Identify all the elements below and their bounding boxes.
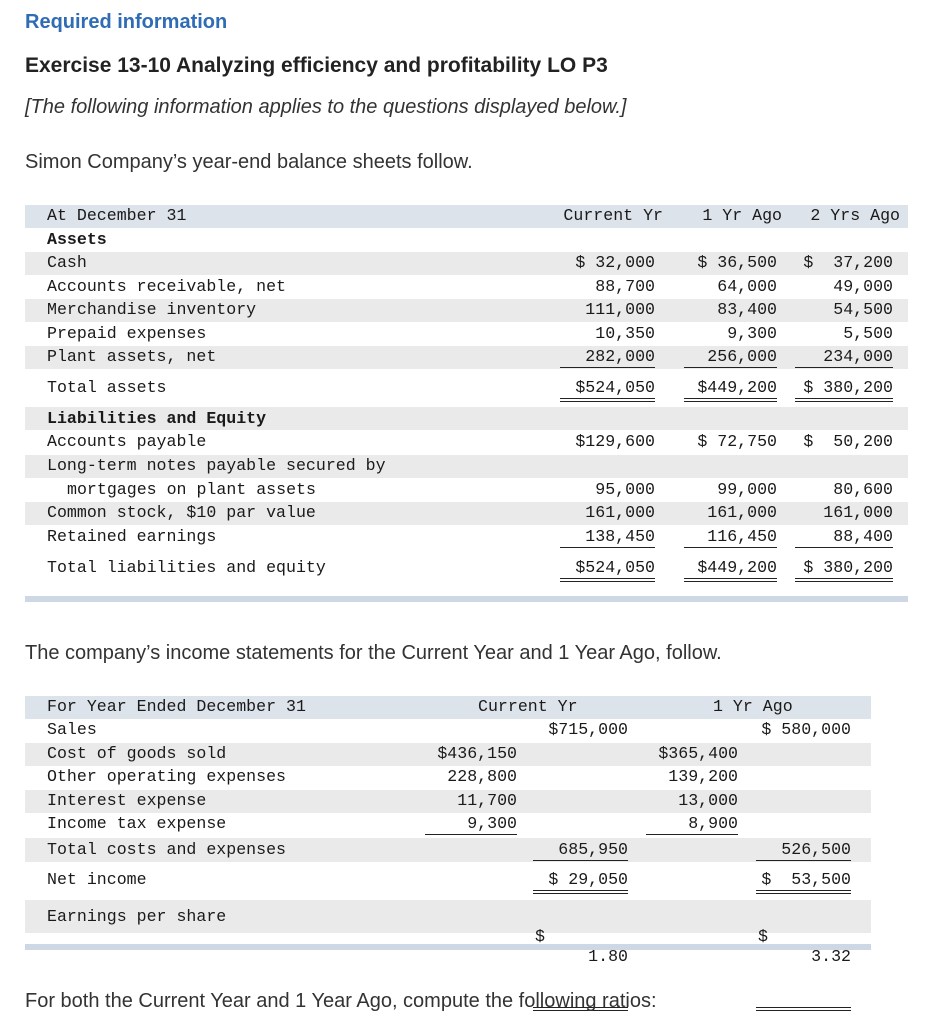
is-col-current: Current Yr — [478, 697, 578, 716]
info-note: [The following information applies to the questions displayed below.] — [25, 96, 627, 118]
table-cell: $ 36,500 — [697, 253, 777, 272]
table-cell: 116,450 — [684, 527, 777, 548]
table-cell: 139,200 — [668, 767, 738, 786]
eps-current-value: 1.80 — [588, 947, 628, 966]
table-cell: 80,600 — [833, 480, 893, 499]
income-statement-intro: The company’s income statements for the Current Year and 1 Year Ago, follow. — [25, 642, 722, 664]
table-cell: $524,050 — [560, 378, 655, 402]
table-row-label: Interest expense — [47, 791, 207, 810]
table-cell: $ 32,000 — [575, 253, 655, 272]
table-cell: 161,000 — [585, 503, 655, 522]
table-cell: 99,000 — [717, 480, 777, 499]
bs-col-1yr: 1 Yr Ago — [702, 206, 782, 225]
table-row-label: Earnings per share — [47, 907, 227, 926]
exercise-title: Exercise 13-10 Analyzing efficiency and profitability LO P3 — [25, 54, 608, 77]
table-row-label: Income tax expense — [47, 814, 227, 833]
table-cell: 161,000 — [823, 503, 893, 522]
table-cell: $ 380,200 — [795, 378, 893, 402]
table-cell: 5,500 — [843, 324, 893, 343]
table-cell: $365,400 — [658, 744, 738, 763]
table-cell: $436,150 — [437, 744, 517, 763]
bs-col-2yr: 2 Yrs Ago — [810, 206, 900, 225]
table-row-label: Merchandise inventory — [47, 300, 257, 319]
table-row-label: Other operating expenses — [47, 767, 286, 786]
table-cell: 83,400 — [717, 300, 777, 319]
table-row-label: Total assets — [47, 378, 167, 397]
assets-heading: Assets — [47, 230, 107, 249]
table-row-label: Net income — [47, 870, 147, 889]
table-cell: 282,000 — [560, 347, 655, 368]
table-cell: $715,000 — [548, 720, 628, 739]
table-row-label: Long-term notes payable secured by — [47, 456, 386, 475]
table-cell: 111,000 — [585, 300, 655, 319]
eps-1yr-value: 3.32 — [811, 947, 851, 966]
table-cell: 8,900 — [646, 814, 738, 835]
table-cell: $524,050 — [560, 558, 655, 582]
eps-1yr-sign: $ — [758, 927, 768, 946]
table-cell: $ 37,200 — [803, 253, 893, 272]
table-row-label: Prepaid expenses — [47, 324, 207, 343]
table-cell: 526,500 — [756, 840, 851, 861]
table-cell: 13,000 — [678, 791, 738, 810]
table-cell: 64,000 — [717, 277, 777, 296]
table-cell: 228,800 — [447, 767, 517, 786]
bs-col-label: At December 31 — [47, 206, 187, 225]
table-cell: $ 50,200 — [803, 432, 893, 451]
table-cell: $ 72,750 — [697, 432, 777, 451]
table-cell: $ 580,000 — [761, 720, 851, 739]
table-cell: 9,300 — [425, 814, 517, 835]
table-cell: 234,000 — [795, 347, 893, 368]
table-row-label: mortgages on plant assets — [67, 480, 316, 499]
table-row-label: Cash — [47, 253, 87, 272]
table-row-label: Common stock, $10 par value — [47, 503, 316, 522]
balance-sheet-intro: Simon Company’s year-end balance sheets follow. — [25, 151, 473, 173]
table-cell: 138,450 — [560, 527, 655, 548]
table-cell: 256,000 — [684, 347, 777, 368]
table-cell: 11,700 — [457, 791, 517, 810]
eps-current-sign: $ — [535, 927, 545, 946]
table-cell: $ 53,500 — [756, 870, 851, 894]
table-row-label: Cost of goods sold — [47, 744, 227, 763]
ratios-intro: For both the Current Year and 1 Year Ago, compute the following ratios: — [25, 990, 657, 1012]
table-cell: 95,000 — [595, 480, 655, 499]
table-cell: $129,600 — [575, 432, 655, 451]
table-cell: 49,000 — [833, 277, 893, 296]
table-cell: 54,500 — [833, 300, 893, 319]
eps-1yr-cell — [756, 907, 851, 1011]
liabilities-heading: Liabilities and Equity — [47, 409, 267, 428]
table-row-label: Sales — [47, 720, 97, 739]
table-row-label: Total liabilities and equity — [47, 558, 326, 577]
table-row-label: Accounts payable — [47, 432, 207, 451]
table-cell: $449,200 — [684, 378, 777, 402]
table-row-label: Retained earnings — [47, 527, 217, 546]
table-cell: $ 380,200 — [795, 558, 893, 582]
table-cell: 88,700 — [595, 277, 655, 296]
table-cell: $449,200 — [684, 558, 777, 582]
bs-col-current: Current Yr — [563, 206, 663, 225]
table-cell: 685,950 — [533, 840, 628, 861]
table-cell: 10,350 — [595, 324, 655, 343]
required-information-heading: Required information — [25, 11, 228, 33]
table-cell: $ 29,050 — [533, 870, 628, 894]
table-row-label: Accounts receivable, net — [47, 277, 286, 296]
table-cell: 161,000 — [707, 503, 777, 522]
table-cell: 9,300 — [727, 324, 777, 343]
table-row-label: Total costs and expenses — [47, 840, 286, 859]
table-row-label: Plant assets, net — [47, 347, 217, 366]
is-col-1yr: 1 Yr Ago — [713, 697, 793, 716]
is-col-label: For Year Ended December 31 — [47, 697, 306, 716]
table-cell: 88,400 — [795, 527, 893, 548]
